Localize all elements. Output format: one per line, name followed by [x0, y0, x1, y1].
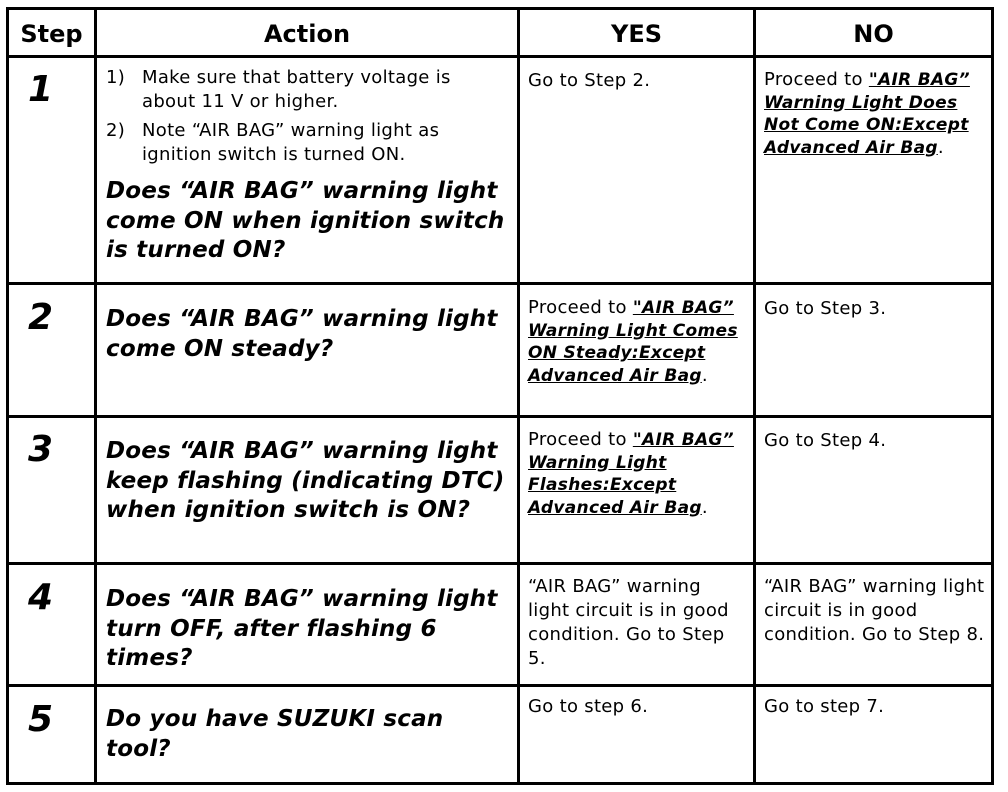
substep — [106, 119, 510, 167]
header-action: Action — [263, 20, 351, 48]
step-3-yes — [528, 429, 748, 519]
step-4-no: “AIR BAG” warning light circuit is in good condition. Go to Step 8. — [764, 576, 985, 645]
step-number: 5 — [28, 699, 54, 740]
step-2-no: Go to Step 3. — [764, 298, 887, 319]
table-border — [6, 7, 9, 785]
step-question: Does “AIR BAG” warning light keep flashing (indicating DTC) when ignition switch is ON? — [106, 438, 505, 523]
link-suffix: . — [701, 496, 708, 518]
troubleshooting-table — [6, 7, 994, 785]
step-number: 2 — [28, 297, 54, 338]
step-number: 1 — [28, 69, 54, 110]
substep-text: Make sure that battery voltage is about 11 V or higher. — [142, 67, 451, 112]
procedure-link[interactable]: "AIR BAG” Warning Light Does Not Come ON:Except Advanced Air Bag — [764, 70, 970, 158]
step-4-yes: “AIR BAG” warning light circuit is in good condition. Go to Step 5. — [528, 576, 729, 669]
step-5-yes: Go to step 6. — [528, 696, 649, 717]
column-divider — [753, 7, 756, 785]
step-question: Does “AIR BAG” warning light come ON steady? — [106, 306, 498, 362]
link-suffix: . — [937, 136, 944, 158]
row-divider — [6, 282, 994, 285]
header-no: NO — [853, 20, 894, 48]
procedure-link[interactable]: "AIR BAG” Warning Light Flashes:Except Advanced Air Bag — [528, 430, 734, 518]
step-question: Do you have SUZUKI scan tool? — [106, 706, 444, 762]
procedure-link[interactable]: "AIR BAG” Warning Light Comes ON Steady:Except Advanced Air Bag — [528, 298, 738, 386]
step-question: Does “AIR BAG” warning light come ON when ignition switch is turned ON? — [106, 178, 505, 263]
row-divider — [6, 562, 994, 565]
proceed-text: Proceed to — [528, 429, 633, 450]
step-1-yes: Go to Step 2. — [528, 70, 651, 91]
proceed-text: Proceed to — [528, 297, 633, 318]
substep-number: 2) — [106, 120, 126, 141]
column-divider — [517, 7, 520, 785]
substep-text: Note “AIR BAG” warning light as ignition switch is turned ON. — [142, 120, 440, 165]
step-number: 4 — [28, 577, 54, 618]
step-1-no — [764, 69, 986, 159]
row-divider — [6, 684, 994, 687]
substep-list — [106, 66, 510, 167]
table-border — [6, 782, 994, 785]
step-2-yes — [528, 297, 748, 387]
header-yes: YES — [610, 20, 663, 48]
column-divider — [94, 7, 97, 785]
link-suffix: . — [701, 364, 708, 386]
step-5-no: Go to step 7. — [764, 696, 885, 717]
proceed-text: Proceed to — [764, 69, 869, 90]
table-border — [991, 7, 994, 785]
header-step: Step — [20, 20, 83, 48]
step-1-action — [106, 66, 510, 266]
step-question: Does “AIR BAG” warning light turn OFF, after flashing 6 times? — [106, 586, 498, 671]
substep — [106, 66, 510, 114]
row-divider — [6, 415, 994, 418]
step-number: 3 — [28, 429, 54, 470]
step-3-no: Go to Step 4. — [764, 430, 887, 451]
substep-number: 1) — [106, 67, 126, 88]
